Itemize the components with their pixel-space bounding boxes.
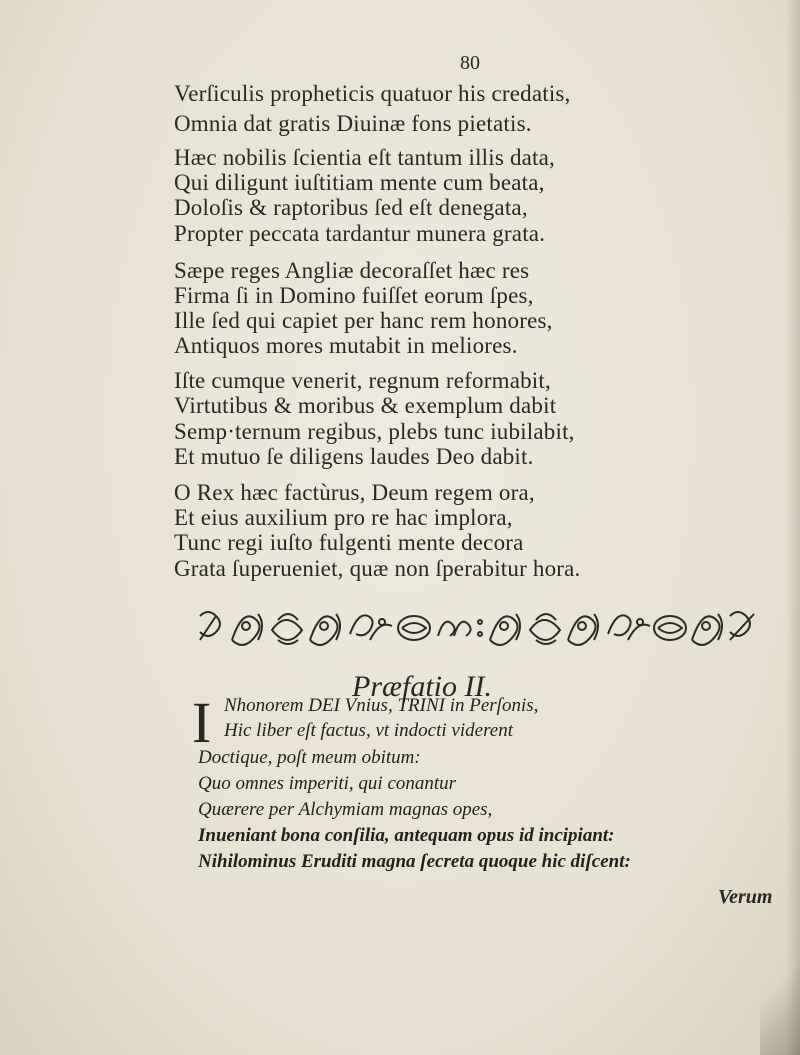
page-edge-shadow — [786, 0, 800, 1055]
verse-line: Hæc nobilis ſcientia eſt tantum illis data, — [174, 145, 556, 170]
verse-line: Qui diligunt iuſtitiam mente cum beata, — [174, 170, 545, 195]
verse-line: Propter peccata tardantur munera grata. — [174, 221, 546, 246]
ornament-unit — [200, 612, 220, 640]
preface-line: Quærere per Alchymiam magnas opes, — [198, 799, 493, 820]
drop-cap: I — [192, 690, 212, 755]
verse-line: Virtutibus & moribus & exemplum dabit — [174, 393, 557, 418]
section-heading: Præfatio II. — [352, 670, 492, 703]
verse-line: Antiquos mores mutabit in meliores. — [174, 333, 518, 358]
preface-line: Hic liber eſt factus, vt indocti viderent — [224, 720, 513, 741]
preface-line: Nihilominus Eruditi magna ſecreta quoque hic diſcent: — [198, 851, 631, 872]
page-corner-shadow — [760, 935, 800, 1055]
verse-line: Et mutuo ſe diligens laudes Deo dabit. — [174, 444, 534, 469]
verse-line: Et eius auxilium pro re hac implora, — [174, 505, 513, 530]
preface-line: Nhonorem DEI Vnius, TRINI in Perſonis, — [224, 695, 539, 716]
verse-line: Ille ſed qui capiet per hanc rem honores, — [174, 308, 553, 333]
verse-line: Verſiculis propheticis quatuor his credatis, — [174, 81, 571, 106]
verse-line: Sæpe reges Angliæ decoraſſet hæc res — [174, 258, 530, 283]
catchword: Verum — [718, 886, 773, 908]
verse-line: Grata ſuperueniet, quæ non ſperabitur hora. — [174, 556, 581, 581]
verse-line: Doloſis & raptoribus ſed eſt denegata, — [174, 195, 528, 220]
verse-line: Omnia dat gratis Diuinæ fons pietatis. — [174, 111, 532, 136]
verse-line: Tunc regi iuſto fulgenti mente decora — [174, 530, 524, 555]
verse-line: Firma ſi in Domino fuiſſet eorum ſpes, — [174, 283, 534, 308]
preface-line: Doctique, poſt meum obitum: — [198, 747, 421, 768]
verse-line: O Rex hæc factùrus, Deum regem ora, — [174, 480, 535, 505]
preface-line: Inueniant bona conſilia, antequam opus id incipiant: — [198, 825, 615, 846]
preface-line: Quo omnes imperiti, qui conantur — [198, 773, 457, 794]
verse-line: Semp·ternum regibus, plebs tunc iubilabit, — [174, 419, 575, 444]
ornament-band — [196, 606, 760, 650]
verse-line: Iſte cumque venerit, regnum reformabit, — [174, 368, 551, 393]
page-number: 80 — [460, 52, 480, 74]
